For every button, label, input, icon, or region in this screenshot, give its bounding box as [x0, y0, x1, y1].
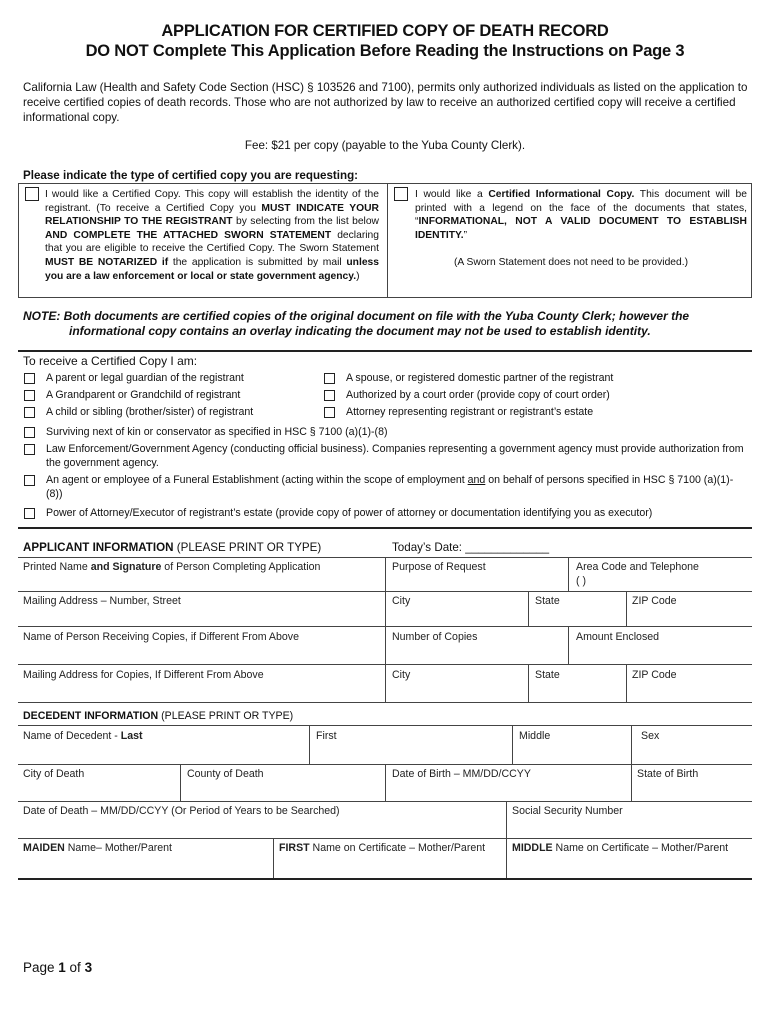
todays-date[interactable]: Today’s Date: _____________: [392, 541, 550, 554]
intro-paragraph: California Law (Health and Safety Code Section (HSC) § 103526 and 7100), permits only authorized individuals as listed on the application to receive certified copies of death records. Those who are not authorized by law to receive an authorized certified copy will receive a certified informational copy.: [23, 81, 748, 124]
relationship-option[interactable]: An agent or employee of a Funeral Establishment (acting within the scope of employment and on behalf of persons specified in HSC § 7100 (a)(1)-(8)): [24, 474, 749, 501]
copy-type-divider: [387, 184, 388, 297]
city-field[interactable]: City: [392, 595, 411, 607]
purpose-field[interactable]: Purpose of Request: [392, 561, 486, 573]
middle-name-cert-field[interactable]: MIDDLE Name on Certificate – Mother/Parent: [512, 842, 729, 854]
checkbox[interactable]: [324, 373, 335, 384]
decedent-sex-field[interactable]: Sex: [641, 730, 660, 742]
relationship-option[interactable]: A child or sibling (brother/sister) of registrant: [24, 406, 324, 420]
decedent-heading: DECEDENT INFORMATION (PLEASE PRINT OR TYPE): [23, 710, 294, 722]
relationship-option[interactable]: Authorized by a court order (provide copy of court order): [324, 389, 744, 403]
relationship-option[interactable]: Surviving next of kin or conservator as specified in HSC § 7100 (a)(1)-(8): [24, 426, 749, 440]
copies-mailing-address-field[interactable]: Mailing Address for Copies, If Different From Above: [23, 669, 264, 681]
checkbox[interactable]: [24, 407, 35, 418]
decedent-middle-name-field[interactable]: Middle: [519, 730, 551, 742]
city-of-death-field[interactable]: City of Death: [23, 768, 85, 780]
first-name-cert-field[interactable]: FIRST Name on Certificate – Mother/Parent: [279, 842, 486, 854]
state-of-birth-field[interactable]: State of Birth: [637, 768, 699, 780]
relationship-option[interactable]: A Grandparent or Grandchild of registrant: [24, 389, 324, 403]
copy-type-box: [18, 183, 752, 298]
form-title: APPLICATION FOR CERTIFIED COPY OF DEATH RECORD: [161, 22, 609, 40]
certified-copy-checkbox[interactable]: [25, 187, 39, 201]
checkbox[interactable]: [24, 427, 35, 438]
relationship-option[interactable]: A parent or legal guardian of the registrant: [24, 372, 324, 386]
amount-enclosed-field[interactable]: Amount Enclosed: [576, 631, 660, 643]
informational-copy-checkbox[interactable]: [394, 187, 408, 201]
informational-copy-text: I would like a Certified Informational Copy. This document will be printed with a legend on the face of the documents that states, “INFORMATIONAL, NOT A VALID DOCUMENT TO ESTABLISH IDENTITY.”: [415, 189, 748, 241]
checkbox[interactable]: [324, 390, 335, 401]
relationship-heading: To receive a Certified Copy I am:: [23, 354, 198, 368]
fee-text: Fee: $21 per copy (payable to the Yuba County Clerk).: [244, 139, 526, 152]
section-rule: [18, 350, 752, 352]
date-of-birth-field[interactable]: Date of Birth – MM/DD/CCYY: [392, 768, 531, 780]
copy-type-heading: Please indicate the type of certified copy you are requesting:: [23, 169, 359, 182]
state-field[interactable]: State: [535, 595, 560, 607]
relationship-option[interactable]: Attorney representing registrant or registrant’s estate: [324, 406, 744, 420]
certified-copy-text: I would like a Certified Copy. This copy will establish the identity of the registrant. (To receive a Certified Copy you MUST INDICATE YOUR RELATIONSHIP TO THE REGISTRANT by selecting from the list below AND COMPLETE THE ATTACHED SWORN STATEMENT declaring that you are eligible to receive the Certified Copy. The Sworn Statement MUST BE NOTARIZED if the application is submitted by mail unless you are a law enforcement or local or state government agency.): [45, 189, 379, 282]
receiver-name-field[interactable]: Name of Person Receiving Copies, if Different From Above: [23, 631, 299, 643]
note-text: NOTE: Both documents are certified copies of the original document on file with the Yuba County Clerk; however the informational copy contains an overlay indicating the document may not be used to establish identity.: [23, 309, 690, 338]
page-number: Page 1 of 3: [23, 960, 93, 975]
checkbox[interactable]: [24, 444, 35, 455]
relationship-option[interactable]: Law Enforcement/Government Agency (conducting official business). Companies representing a government agency must provide authorization from the government agency.: [24, 443, 749, 470]
checkbox[interactable]: [24, 475, 35, 486]
mailing-address-field[interactable]: Mailing Address – Number, Street: [23, 595, 181, 607]
applicant-heading: APPLICANT INFORMATION (PLEASE PRINT OR TYPE): [23, 541, 322, 554]
ssn-field[interactable]: Social Security Number: [512, 805, 623, 817]
copies-state-field[interactable]: State: [535, 669, 560, 681]
printed-name-field[interactable]: Printed Name and Signature of Person Completing Application: [23, 561, 321, 573]
relationship-option[interactable]: Power of Attorney/Executor of registrant’s estate (provide copy of power of attorney or documentation identifying you as executor): [24, 507, 749, 521]
number-of-copies-field[interactable]: Number of Copies: [392, 631, 478, 643]
checkbox[interactable]: [24, 508, 35, 519]
form-subtitle: DO NOT Complete This Application Before Reading the Instructions on Page 3: [85, 42, 685, 60]
decedent-first-name-field[interactable]: First: [316, 730, 337, 742]
phone-field[interactable]: Area Code and Telephone ( ): [576, 561, 699, 587]
county-of-death-field[interactable]: County of Death: [187, 768, 264, 780]
copies-city-field[interactable]: City: [392, 669, 411, 681]
checkbox[interactable]: [324, 407, 335, 418]
section-rule: [18, 527, 752, 529]
date-of-death-field[interactable]: Date of Death – MM/DD/CCYY (Or Period of Years to be Searched): [23, 805, 340, 817]
copies-zip-field[interactable]: ZIP Code: [632, 669, 677, 681]
decedent-last-name-field[interactable]: Name of Decedent - Last: [23, 730, 143, 742]
sworn-statement-note: (A Sworn Statement does not need to be provided.): [453, 257, 689, 268]
maiden-name-field[interactable]: MAIDEN Name– Mother/Parent: [23, 842, 172, 854]
checkbox[interactable]: [24, 373, 35, 384]
relationship-option[interactable]: A spouse, or registered domestic partner of the registrant: [324, 372, 744, 386]
checkbox[interactable]: [24, 390, 35, 401]
zip-field[interactable]: ZIP Code: [632, 595, 677, 607]
